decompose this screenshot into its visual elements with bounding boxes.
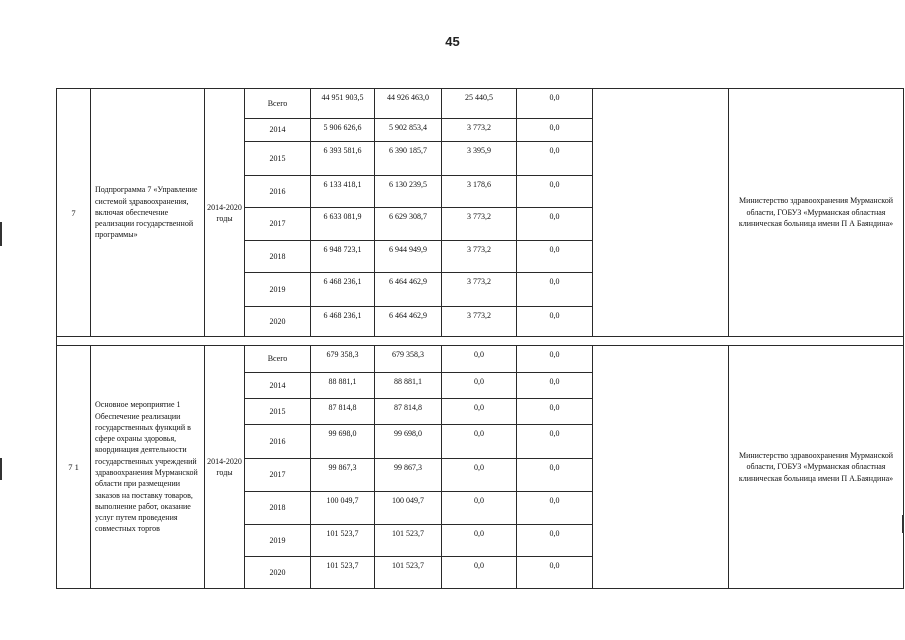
value-other: 0,0	[517, 557, 593, 589]
value-total: 6 393 581,6	[311, 142, 375, 176]
value-total: 99 698,0	[311, 425, 375, 459]
value-federal: 0,0	[442, 492, 517, 525]
value-federal: 3 773,2	[442, 119, 517, 142]
year-cell: 2015	[245, 399, 311, 425]
year-cell: 2014	[245, 119, 311, 142]
year-cell: 2015	[245, 142, 311, 176]
program-name: Подпрограмма 7 «Управление системой здравоохранения, включая обеспечение реализации государственной программы»	[91, 89, 205, 337]
value-total: 88 881,1	[311, 373, 375, 399]
value-federal: 0,0	[442, 373, 517, 399]
row-number: 7 1	[57, 346, 91, 589]
value-total: 87 814,8	[311, 399, 375, 425]
value-total: 6 633 081,9	[311, 208, 375, 241]
value-other: 0,0	[517, 346, 593, 373]
year-cell: 2017	[245, 208, 311, 241]
year-cell: 2016	[245, 425, 311, 459]
value-regional: 6 944 949,9	[375, 241, 442, 273]
value-federal: 3 395,9	[442, 142, 517, 176]
scan-mark	[0, 458, 2, 480]
page-number: 45	[445, 34, 460, 49]
value-regional: 88 881,1	[375, 373, 442, 399]
value-regional: 99 867,3	[375, 459, 442, 492]
value-federal: 3 773,2	[442, 307, 517, 337]
executor: Министерство здравоохранения Мурманской области, ГОБУЗ «Мурманская областная клиническая больница имени П А Баяндина»	[729, 89, 904, 337]
value-federal: 0,0	[442, 525, 517, 557]
program-period: 2014-2020 годы	[205, 346, 245, 589]
program-name: Основное мероприятие 1 Обеспечение реализации государственных функций в сфере охраны здоровья, координация деятельности государственных учреждений здравоохранения Мурманской области при размещении заказов на поставку товаров, выполнение работ, оказание услуг путем проведения совместных торгов	[91, 346, 205, 589]
value-other: 0,0	[517, 399, 593, 425]
year-cell: 2017	[245, 459, 311, 492]
year-cell: 2014	[245, 373, 311, 399]
value-total: 6 468 236,1	[311, 307, 375, 337]
scan-mark	[0, 222, 2, 246]
value-federal: 3 773,2	[442, 241, 517, 273]
value-federal: 0,0	[442, 425, 517, 459]
value-other: 0,0	[517, 176, 593, 208]
empty-cell	[593, 89, 729, 337]
year-cell: 2020	[245, 307, 311, 337]
value-other: 0,0	[517, 142, 593, 176]
scan-mark	[902, 515, 904, 533]
block-separator	[57, 337, 904, 346]
year-cell: Всего	[245, 89, 311, 119]
value-total: 679 358,3	[311, 346, 375, 373]
value-federal: 3 773,2	[442, 273, 517, 307]
row-number: 7	[57, 89, 91, 337]
value-federal: 0,0	[442, 459, 517, 492]
value-regional: 6 629 308,7	[375, 208, 442, 241]
value-other: 0,0	[517, 492, 593, 525]
value-federal: 0,0	[442, 399, 517, 425]
year-cell: 2019	[245, 525, 311, 557]
value-other: 0,0	[517, 459, 593, 492]
value-total: 101 523,7	[311, 525, 375, 557]
value-total: 44 951 903,5	[311, 89, 375, 119]
value-regional: 99 698,0	[375, 425, 442, 459]
value-total: 6 468 236,1	[311, 273, 375, 307]
value-regional: 87 814,8	[375, 399, 442, 425]
value-regional: 5 902 853,4	[375, 119, 442, 142]
value-total: 6 133 418,1	[311, 176, 375, 208]
year-cell: 2018	[245, 241, 311, 273]
value-federal: 0,0	[442, 557, 517, 589]
value-other: 0,0	[517, 208, 593, 241]
value-regional: 44 926 463,0	[375, 89, 442, 119]
program-period: 2014-2020 годы	[205, 89, 245, 337]
table-row	[57, 346, 904, 373]
value-other: 0,0	[517, 119, 593, 142]
value-total: 5 906 626,6	[311, 119, 375, 142]
value-regional: 100 049,7	[375, 492, 442, 525]
value-regional: 6 130 239,5	[375, 176, 442, 208]
value-other: 0,0	[517, 89, 593, 119]
value-federal: 3 178,6	[442, 176, 517, 208]
year-cell: 2016	[245, 176, 311, 208]
program-table	[56, 88, 904, 589]
value-federal: 3 773,2	[442, 208, 517, 241]
value-other: 0,0	[517, 307, 593, 337]
table-row	[57, 89, 904, 119]
value-other: 0,0	[517, 273, 593, 307]
value-regional: 679 358,3	[375, 346, 442, 373]
year-cell: 2020	[245, 557, 311, 589]
value-regional: 101 523,7	[375, 525, 442, 557]
value-total: 101 523,7	[311, 557, 375, 589]
value-regional: 6 464 462,9	[375, 273, 442, 307]
value-other: 0,0	[517, 241, 593, 273]
value-federal: 25 440,5	[442, 89, 517, 119]
value-other: 0,0	[517, 425, 593, 459]
value-total: 99 867,3	[311, 459, 375, 492]
year-cell: Всего	[245, 346, 311, 373]
value-other: 0,0	[517, 373, 593, 399]
value-other: 0,0	[517, 525, 593, 557]
year-cell: 2018	[245, 492, 311, 525]
executor: Министерство здравоохранения Мурманской области, ГОБУЗ «Мурманская областная клиническая больница имени П А.Баяндина»	[729, 346, 904, 589]
value-total: 6 948 723,1	[311, 241, 375, 273]
value-regional: 6 464 462,9	[375, 307, 442, 337]
value-regional: 101 523,7	[375, 557, 442, 589]
value-federal: 0,0	[442, 346, 517, 373]
empty-cell	[593, 346, 729, 589]
value-total: 100 049,7	[311, 492, 375, 525]
year-cell: 2019	[245, 273, 311, 307]
value-regional: 6 390 185,7	[375, 142, 442, 176]
